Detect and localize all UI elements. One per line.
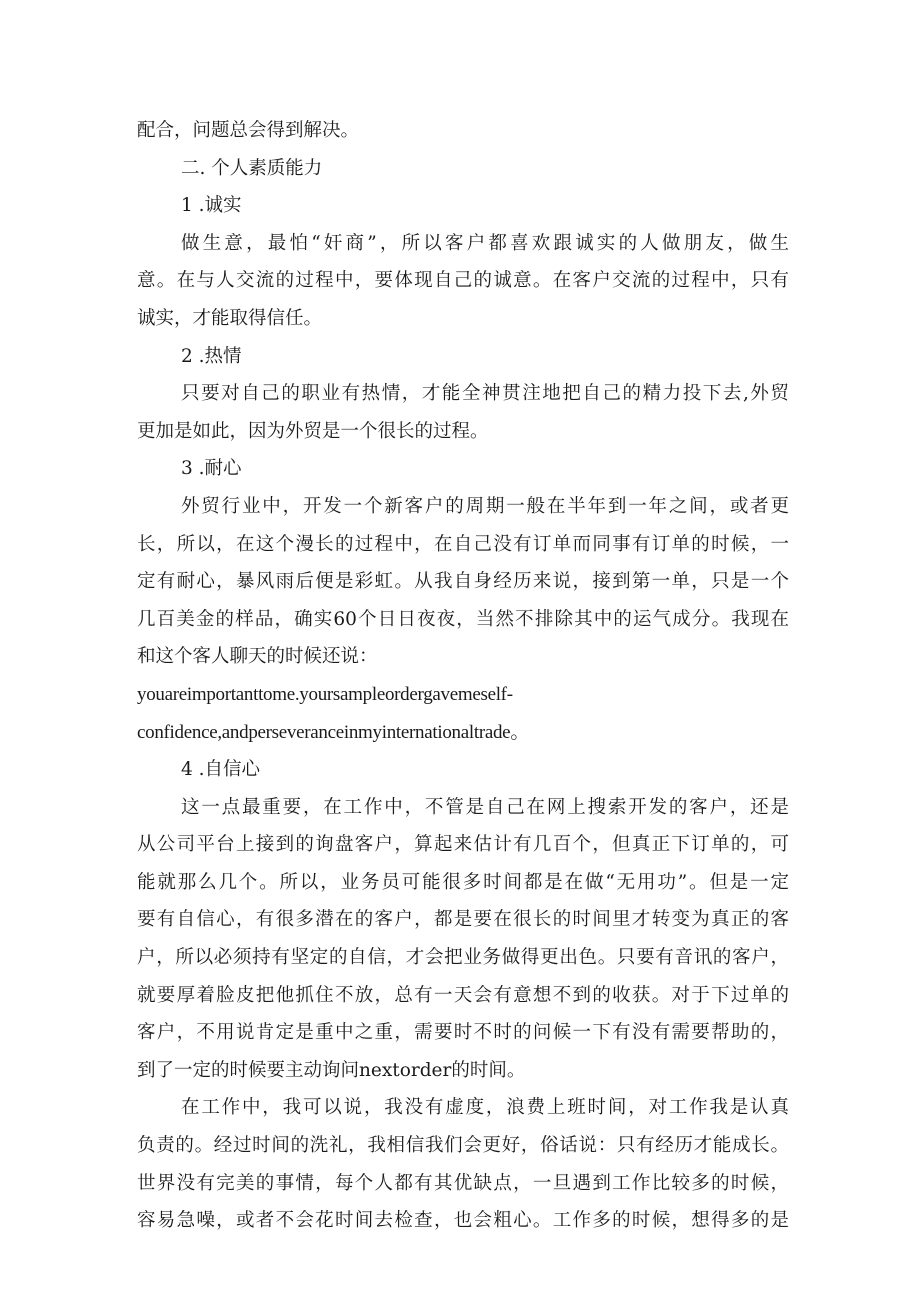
- paragraph-line: 就要厚着脸皮把他抓住不放，总有一天会有意想不到的收获。对于下过单的: [137, 984, 789, 1006]
- paragraph-line: 几百美金的样品，确实60个日日夜夜，当然不排除其中的运气成分。我现在: [137, 608, 789, 630]
- english-quote-line: youareimportanttome.yoursampleordergavemeself-: [137, 683, 513, 705]
- subheading-confidence: 4 .自信心: [181, 759, 261, 781]
- paragraph-line: 外贸行业中，开发一个新客户的周期一般在半年到一年之间，或者更: [181, 495, 789, 517]
- paragraph-line: 做生意，最怕“奸商”，所以客户都喜欢跟诚实的人做朋友，做生: [181, 232, 789, 254]
- paragraph-line: 从公司平台上接到的询盘客户，算起来估计有几百个，但真正下订单的，可: [137, 834, 789, 856]
- paragraph-line: 意。在与人交流的过程中，要体现自己的诚意。在客户交流的过程中，只有: [137, 270, 789, 292]
- section-heading: 二. 个人素质能力: [181, 157, 323, 179]
- paragraph-line: 负责的。经过时间的洗礼，我相信我们会更好，俗话说：只有经历才能成长。: [137, 1135, 789, 1157]
- subheading-patience: 3 .耐心: [181, 458, 242, 480]
- paragraph-line: 到了一定的时候要主动询问nextorder的时间。: [137, 1059, 526, 1081]
- subheading-enthusiasm: 2 .热情: [181, 345, 242, 367]
- english-quote-line: confidence,andperseveranceinmyinternationaltrade。: [137, 721, 530, 743]
- paragraph-line: 要有自信心，有很多潜在的客户，都是要在很长的时间里才转变为真正的客: [137, 909, 789, 931]
- paragraph-line: 配合，问题总会得到解决。: [137, 120, 360, 141]
- paragraph-line: 诚实，才能取得信任。: [137, 307, 323, 329]
- paragraph-line: 这一点最重要，在工作中，不管是自己在网上搜索开发的客户，还是: [181, 796, 789, 818]
- paragraph-line: 世界没有完美的事情，每个人都有其优缺点，一旦遇到工作比较多的时候，: [137, 1172, 789, 1194]
- paragraph-line: 户，所以必须持有坚定的自信，才会把业务做得更出色。只要有音讯的客户，: [137, 947, 789, 969]
- document-body: [137, 112, 789, 1240]
- paragraph-line: 能就那么几个。所以，业务员可能很多时间都是在做“无用功”。但是一定: [137, 871, 789, 893]
- paragraph-line: 在工作中，我可以说，我没有虚度，浪费上班时间，对工作我是认真: [181, 1097, 789, 1119]
- paragraph-line: 容易急噪，或者不会花时间去检查，也会粗心。工作多的时候，想得多的是: [137, 1210, 789, 1232]
- paragraph-line: 定有耐心，暴风雨后便是彩虹。从我自身经历来说，接到第一单，只是一个: [137, 571, 789, 593]
- paragraph-line: 和这个客人聊天的时候还说：: [137, 646, 378, 668]
- subheading-honesty: 1 .诚实: [181, 195, 242, 217]
- paragraph-line: 长，所以，在这个漫长的过程中，在自己没有订单而同事有订单的时候，一: [137, 533, 789, 555]
- paragraph-line: 客户，不用说肯定是重中之重，需要时不时的问候一下有没有需要帮助的，: [137, 1022, 789, 1044]
- paragraph-line: 更加是如此，因为外贸是一个很长的过程。: [137, 420, 489, 442]
- paragraph-line: 只要对自己的职业有热情，才能全神贯注地把自己的精力投下去,外贸: [181, 383, 789, 405]
